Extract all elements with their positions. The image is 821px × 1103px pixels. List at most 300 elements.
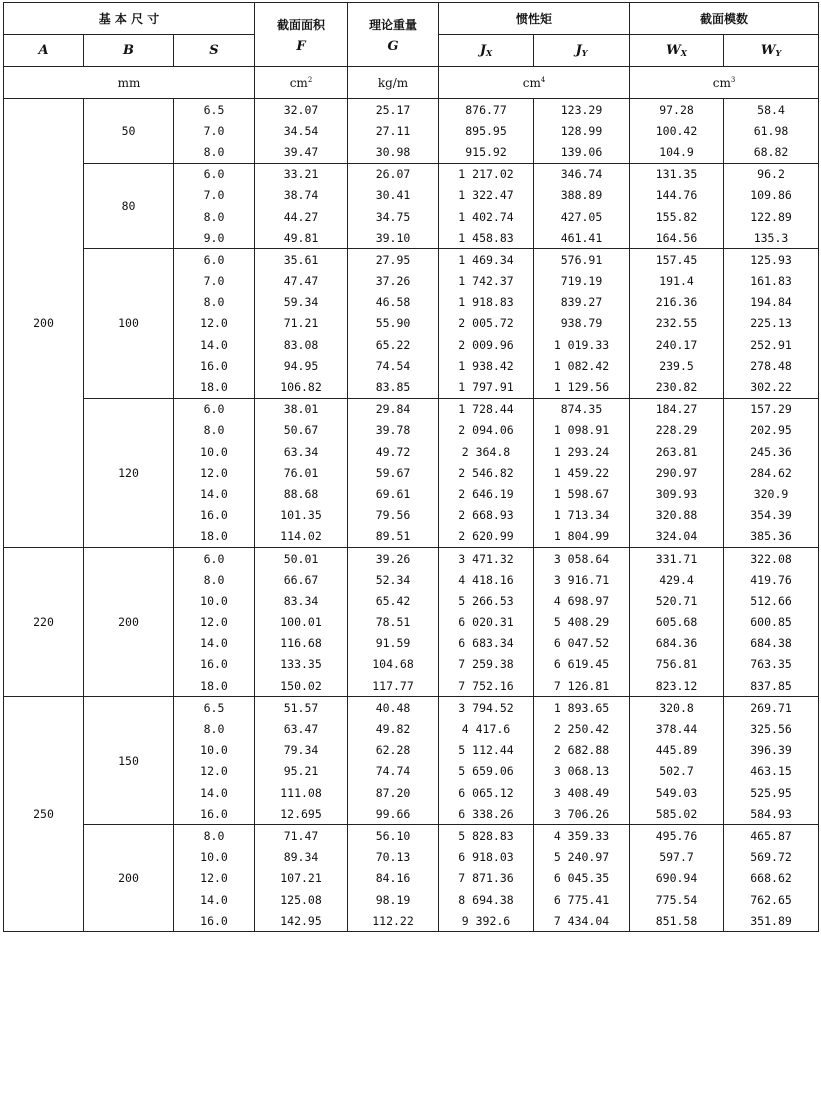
cell-jx: 915.92 [439, 141, 534, 163]
header-sym-jx-sub: X [485, 48, 493, 58]
cell-s: 6.0 [174, 163, 255, 185]
cell-wx: 823.12 [630, 675, 724, 697]
cell-s: 16.0 [174, 505, 255, 526]
cell-wy: 684.38 [724, 633, 819, 654]
cell-jy: 4 698.97 [534, 590, 630, 611]
cell-s: 7.0 [174, 120, 255, 141]
cell-g: 30.41 [348, 185, 439, 206]
cell-f: 88.68 [255, 483, 348, 504]
cell-jy: 123.29 [534, 99, 630, 121]
section-properties-table [3, 2, 819, 932]
cell-g: 52.34 [348, 569, 439, 590]
cell-f: 89.34 [255, 847, 348, 868]
cell-wx: 164.56 [630, 227, 724, 249]
cell-a: 220 [4, 547, 84, 696]
cell-g: 39.26 [348, 547, 439, 569]
header-unit-area-cm: cm [289, 75, 308, 90]
cell-jy: 2 682.88 [534, 740, 630, 761]
cell-jy: 388.89 [534, 185, 630, 206]
cell-jx: 1 742.37 [439, 271, 534, 292]
cell-jy: 2 250.42 [534, 718, 630, 739]
cell-wx: 775.54 [630, 889, 724, 910]
header-unit-inertia-cm: cm [522, 75, 541, 90]
cell-g: 55.90 [348, 313, 439, 334]
cell-f: 44.27 [255, 206, 348, 227]
cell-jx: 1 797.91 [439, 376, 534, 398]
cell-jx: 6 918.03 [439, 847, 534, 868]
cell-s: 12.0 [174, 313, 255, 334]
cell-g: 74.74 [348, 761, 439, 782]
cell-wx: 320.8 [630, 697, 724, 719]
cell-wy: 194.84 [724, 292, 819, 313]
cell-jx: 1 938.42 [439, 355, 534, 376]
cell-jy: 128.99 [534, 120, 630, 141]
cell-f: 34.54 [255, 120, 348, 141]
cell-s: 8.0 [174, 420, 255, 441]
cell-jx: 2 620.99 [439, 526, 534, 548]
header-sym-a: A [4, 35, 84, 67]
cell-wx: 445.89 [630, 740, 724, 761]
cell-s: 12.0 [174, 868, 255, 889]
header-unit-area-sup: 2 [307, 75, 313, 84]
cell-g: 25.17 [348, 99, 439, 121]
header-unit-modulus [630, 67, 819, 99]
cell-wy: 245.36 [724, 441, 819, 462]
cell-s: 6.0 [174, 398, 255, 420]
cell-wx: 756.81 [630, 654, 724, 675]
cell-f: 116.68 [255, 633, 348, 654]
table-body [4, 99, 819, 932]
header-section-area-label: 截面面积 [276, 17, 325, 32]
cell-jx: 876.77 [439, 99, 534, 121]
cell-s: 8.0 [174, 292, 255, 313]
header-sym-jx [439, 35, 534, 67]
cell-jy: 7 126.81 [534, 675, 630, 697]
cell-wy: 58.4 [724, 99, 819, 121]
cell-f: 32.07 [255, 99, 348, 121]
cell-s: 10.0 [174, 590, 255, 611]
table-row [4, 825, 819, 847]
cell-wy: 351.89 [724, 910, 819, 932]
cell-wx: 320.88 [630, 505, 724, 526]
cell-wx: 97.28 [630, 99, 724, 121]
cell-jx: 2 094.06 [439, 420, 534, 441]
cell-f: 150.02 [255, 675, 348, 697]
cell-wx: 324.04 [630, 526, 724, 548]
cell-g: 70.13 [348, 847, 439, 868]
cell-s: 6.0 [174, 547, 255, 569]
cell-f: 39.47 [255, 141, 348, 163]
cell-g: 112.22 [348, 910, 439, 932]
cell-s: 18.0 [174, 376, 255, 398]
cell-wy: 269.71 [724, 697, 819, 719]
cell-wx: 239.5 [630, 355, 724, 376]
cell-s: 10.0 [174, 847, 255, 868]
cell-jx: 5 266.53 [439, 590, 534, 611]
cell-s: 16.0 [174, 355, 255, 376]
cell-wx: 157.45 [630, 249, 724, 271]
cell-jy: 1 598.67 [534, 483, 630, 504]
cell-jx: 1 217.02 [439, 163, 534, 185]
cell-wy: 322.08 [724, 547, 819, 569]
cell-s: 16.0 [174, 803, 255, 825]
cell-wx: 104.9 [630, 141, 724, 163]
cell-wy: 135.3 [724, 227, 819, 249]
header-unit-mm: mm [4, 67, 255, 99]
cell-jy: 7 434.04 [534, 910, 630, 932]
cell-jy: 1 804.99 [534, 526, 630, 548]
cell-wy: 284.62 [724, 462, 819, 483]
cell-wx: 155.82 [630, 206, 724, 227]
cell-jy: 346.74 [534, 163, 630, 185]
cell-jx: 9 392.6 [439, 910, 534, 932]
cell-g: 34.75 [348, 206, 439, 227]
cell-jx: 4 417.6 [439, 718, 534, 739]
cell-jy: 1 019.33 [534, 334, 630, 355]
cell-f: 33.21 [255, 163, 348, 185]
cell-s: 14.0 [174, 334, 255, 355]
cell-s: 14.0 [174, 782, 255, 803]
cell-s: 7.0 [174, 185, 255, 206]
header-sym-jy [534, 35, 630, 67]
table-row [4, 547, 819, 569]
cell-wx: 228.29 [630, 420, 724, 441]
cell-jy: 461.41 [534, 227, 630, 249]
cell-s: 12.0 [174, 761, 255, 782]
cell-g: 49.72 [348, 441, 439, 462]
cell-wy: 512.66 [724, 590, 819, 611]
cell-g: 65.22 [348, 334, 439, 355]
cell-f: 38.01 [255, 398, 348, 420]
cell-wy: 762.65 [724, 889, 819, 910]
cell-g: 49.82 [348, 718, 439, 739]
cell-wx: 585.02 [630, 803, 724, 825]
cell-jy: 719.19 [534, 271, 630, 292]
cell-g: 56.10 [348, 825, 439, 847]
cell-s: 14.0 [174, 889, 255, 910]
cell-jy: 3 706.26 [534, 803, 630, 825]
cell-jy: 874.35 [534, 398, 630, 420]
table-row [4, 99, 819, 121]
header-sym-f: F [296, 38, 306, 54]
header-section-area [255, 3, 348, 67]
cell-f: 111.08 [255, 782, 348, 803]
cell-wy: 465.87 [724, 825, 819, 847]
cell-wy: 668.62 [724, 868, 819, 889]
header-theoretical-weight-label: 理论重量 [368, 17, 417, 32]
cell-g: 26.07 [348, 163, 439, 185]
header-sym-jx-j: J [479, 43, 486, 58]
cell-s: 18.0 [174, 526, 255, 548]
cell-s: 14.0 [174, 633, 255, 654]
cell-wx: 232.55 [630, 313, 724, 334]
cell-g: 39.78 [348, 420, 439, 441]
cell-jx: 6 683.34 [439, 633, 534, 654]
cell-jy: 5 240.97 [534, 847, 630, 868]
cell-jy: 3 068.13 [534, 761, 630, 782]
header-unit-modulus-sup: 3 [730, 75, 736, 84]
cell-f: 71.47 [255, 825, 348, 847]
header-sym-wy-sub: Y [775, 48, 782, 58]
cell-wx: 191.4 [630, 271, 724, 292]
cell-s: 9.0 [174, 227, 255, 249]
cell-a: 250 [4, 697, 84, 932]
table-header [4, 3, 819, 99]
cell-jx: 7 752.16 [439, 675, 534, 697]
cell-jx: 1 322.47 [439, 185, 534, 206]
cell-wx: 502.7 [630, 761, 724, 782]
cell-jx: 1 918.83 [439, 292, 534, 313]
table-row [4, 398, 819, 420]
cell-s: 12.0 [174, 612, 255, 633]
cell-f: 95.21 [255, 761, 348, 782]
cell-wy: 202.95 [724, 420, 819, 441]
cell-f: 142.95 [255, 910, 348, 932]
cell-wy: 302.22 [724, 376, 819, 398]
cell-b: 80 [84, 163, 174, 249]
cell-b: 120 [84, 398, 174, 547]
cell-wx: 309.93 [630, 483, 724, 504]
cell-jy: 6 619.45 [534, 654, 630, 675]
cell-wx: 684.36 [630, 633, 724, 654]
cell-wx: 520.71 [630, 590, 724, 611]
cell-b: 50 [84, 99, 174, 164]
cell-g: 78.51 [348, 612, 439, 633]
cell-g: 29.84 [348, 398, 439, 420]
header-sym-wx [630, 35, 724, 67]
cell-wy: 157.29 [724, 398, 819, 420]
cell-wy: 525.95 [724, 782, 819, 803]
cell-jx: 3 794.52 [439, 697, 534, 719]
cell-b: 200 [84, 825, 174, 932]
cell-f: 59.34 [255, 292, 348, 313]
cell-wy: 763.35 [724, 654, 819, 675]
cell-a: 200 [4, 99, 84, 548]
cell-wy: 125.93 [724, 249, 819, 271]
cell-wy: 122.89 [724, 206, 819, 227]
cell-jy: 839.27 [534, 292, 630, 313]
cell-wx: 549.03 [630, 782, 724, 803]
header-sym-jy-j: J [575, 43, 582, 58]
cell-f: 35.61 [255, 249, 348, 271]
cell-wx: 144.76 [630, 185, 724, 206]
cell-g: 74.54 [348, 355, 439, 376]
cell-wy: 569.72 [724, 847, 819, 868]
table-row [4, 697, 819, 719]
cell-f: 49.81 [255, 227, 348, 249]
cell-b: 200 [84, 547, 174, 696]
cell-jx: 1 402.74 [439, 206, 534, 227]
cell-jx: 1 728.44 [439, 398, 534, 420]
cell-wy: 837.85 [724, 675, 819, 697]
cell-wx: 131.35 [630, 163, 724, 185]
cell-jy: 1 129.56 [534, 376, 630, 398]
cell-jy: 1 082.42 [534, 355, 630, 376]
cell-wy: 252.91 [724, 334, 819, 355]
cell-g: 79.56 [348, 505, 439, 526]
header-sym-wy-w: W [760, 43, 776, 58]
cell-jy: 5 408.29 [534, 612, 630, 633]
cell-b: 150 [84, 697, 174, 825]
cell-jx: 8 694.38 [439, 889, 534, 910]
cell-wx: 290.97 [630, 462, 724, 483]
cell-wy: 385.36 [724, 526, 819, 548]
cell-s: 6.0 [174, 249, 255, 271]
header-unit-inertia [439, 67, 630, 99]
cell-g: 91.59 [348, 633, 439, 654]
header-unit-modulus-cm: cm [712, 75, 731, 90]
cell-jy: 3 408.49 [534, 782, 630, 803]
cell-f: 63.47 [255, 718, 348, 739]
cell-f: 100.01 [255, 612, 348, 633]
header-unit-weight: kg/m [348, 67, 439, 99]
cell-jx: 6 338.26 [439, 803, 534, 825]
cell-jy: 3 058.64 [534, 547, 630, 569]
cell-jx: 5 659.06 [439, 761, 534, 782]
cell-wy: 109.86 [724, 185, 819, 206]
cell-s: 16.0 [174, 910, 255, 932]
cell-s: 16.0 [174, 654, 255, 675]
cell-jy: 1 098.91 [534, 420, 630, 441]
cell-jy: 938.79 [534, 313, 630, 334]
cell-wx: 378.44 [630, 718, 724, 739]
cell-jy: 6 775.41 [534, 889, 630, 910]
header-sym-wx-sub: X [680, 48, 687, 58]
cell-g: 99.66 [348, 803, 439, 825]
cell-jx: 7 259.38 [439, 654, 534, 675]
cell-g: 83.85 [348, 376, 439, 398]
cell-f: 66.67 [255, 569, 348, 590]
cell-jx: 5 112.44 [439, 740, 534, 761]
cell-f: 83.34 [255, 590, 348, 611]
cell-jx: 895.95 [439, 120, 534, 141]
cell-wy: 600.85 [724, 612, 819, 633]
cell-g: 117.77 [348, 675, 439, 697]
table-row [4, 249, 819, 271]
cell-g: 87.20 [348, 782, 439, 803]
cell-jx: 2 668.93 [439, 505, 534, 526]
cell-jx: 2 009.96 [439, 334, 534, 355]
cell-b: 100 [84, 249, 174, 398]
cell-wy: 354.39 [724, 505, 819, 526]
cell-jx: 2 646.19 [439, 483, 534, 504]
cell-f: 38.74 [255, 185, 348, 206]
cell-g: 46.58 [348, 292, 439, 313]
cell-jy: 1 293.24 [534, 441, 630, 462]
header-sym-g: G [387, 38, 399, 54]
cell-s: 12.0 [174, 462, 255, 483]
cell-f: 12.695 [255, 803, 348, 825]
header-unit-area [255, 67, 348, 99]
cell-wx: 597.7 [630, 847, 724, 868]
cell-jx: 7 871.36 [439, 868, 534, 889]
cell-wx: 331.71 [630, 547, 724, 569]
cell-f: 79.34 [255, 740, 348, 761]
cell-f: 47.47 [255, 271, 348, 292]
cell-f: 51.57 [255, 697, 348, 719]
header-basic-size: 基 本 尺 寸 [4, 3, 255, 35]
cell-s: 8.0 [174, 825, 255, 847]
cell-s: 18.0 [174, 675, 255, 697]
cell-jx: 3 471.32 [439, 547, 534, 569]
cell-jx: 1 469.34 [439, 249, 534, 271]
cell-g: 65.42 [348, 590, 439, 611]
cell-wx: 230.82 [630, 376, 724, 398]
cell-f: 106.82 [255, 376, 348, 398]
cell-jx: 4 418.16 [439, 569, 534, 590]
cell-jx: 6 020.31 [439, 612, 534, 633]
cell-jy: 427.05 [534, 206, 630, 227]
cell-wx: 100.42 [630, 120, 724, 141]
cell-s: 8.0 [174, 206, 255, 227]
cell-g: 89.51 [348, 526, 439, 548]
cell-wy: 278.48 [724, 355, 819, 376]
cell-wx: 216.36 [630, 292, 724, 313]
cell-g: 27.95 [348, 249, 439, 271]
header-sym-jy-sub: Y [581, 48, 588, 58]
header-unit-inertia-sup: 4 [540, 75, 546, 84]
cell-s: 8.0 [174, 569, 255, 590]
cell-wy: 225.13 [724, 313, 819, 334]
cell-f: 63.34 [255, 441, 348, 462]
cell-wx: 690.94 [630, 868, 724, 889]
cell-s: 6.5 [174, 697, 255, 719]
cell-wy: 320.9 [724, 483, 819, 504]
cell-jy: 4 359.33 [534, 825, 630, 847]
cell-jy: 6 047.52 [534, 633, 630, 654]
cell-g: 39.10 [348, 227, 439, 249]
cell-g: 84.16 [348, 868, 439, 889]
cell-jx: 1 458.83 [439, 227, 534, 249]
cell-g: 30.98 [348, 141, 439, 163]
cell-wy: 96.2 [724, 163, 819, 185]
table-row [4, 163, 819, 185]
cell-g: 59.67 [348, 462, 439, 483]
cell-g: 104.68 [348, 654, 439, 675]
cell-g: 62.28 [348, 740, 439, 761]
cell-f: 114.02 [255, 526, 348, 548]
cell-jy: 3 916.71 [534, 569, 630, 590]
cell-jx: 5 828.83 [439, 825, 534, 847]
cell-jx: 2 005.72 [439, 313, 534, 334]
header-sym-wy [724, 35, 819, 67]
cell-wy: 61.98 [724, 120, 819, 141]
cell-jx: 6 065.12 [439, 782, 534, 803]
cell-f: 71.21 [255, 313, 348, 334]
header-moment-of-inertia: 惯性矩 [439, 3, 630, 35]
cell-jx: 2 364.8 [439, 441, 534, 462]
cell-f: 83.08 [255, 334, 348, 355]
cell-s: 8.0 [174, 141, 255, 163]
cell-wx: 429.4 [630, 569, 724, 590]
cell-g: 40.48 [348, 697, 439, 719]
cell-s: 10.0 [174, 441, 255, 462]
cell-wx: 605.68 [630, 612, 724, 633]
header-theoretical-weight [348, 3, 439, 67]
cell-jy: 6 045.35 [534, 868, 630, 889]
cell-wx: 263.81 [630, 441, 724, 462]
header-sym-b: B [84, 35, 174, 67]
cell-wy: 161.83 [724, 271, 819, 292]
steel-section-table-page [3, 2, 818, 932]
cell-f: 94.95 [255, 355, 348, 376]
cell-wy: 584.93 [724, 803, 819, 825]
cell-g: 69.61 [348, 483, 439, 504]
header-sym-s: S [174, 35, 255, 67]
cell-jy: 1 893.65 [534, 697, 630, 719]
cell-wy: 396.39 [724, 740, 819, 761]
cell-jy: 576.91 [534, 249, 630, 271]
